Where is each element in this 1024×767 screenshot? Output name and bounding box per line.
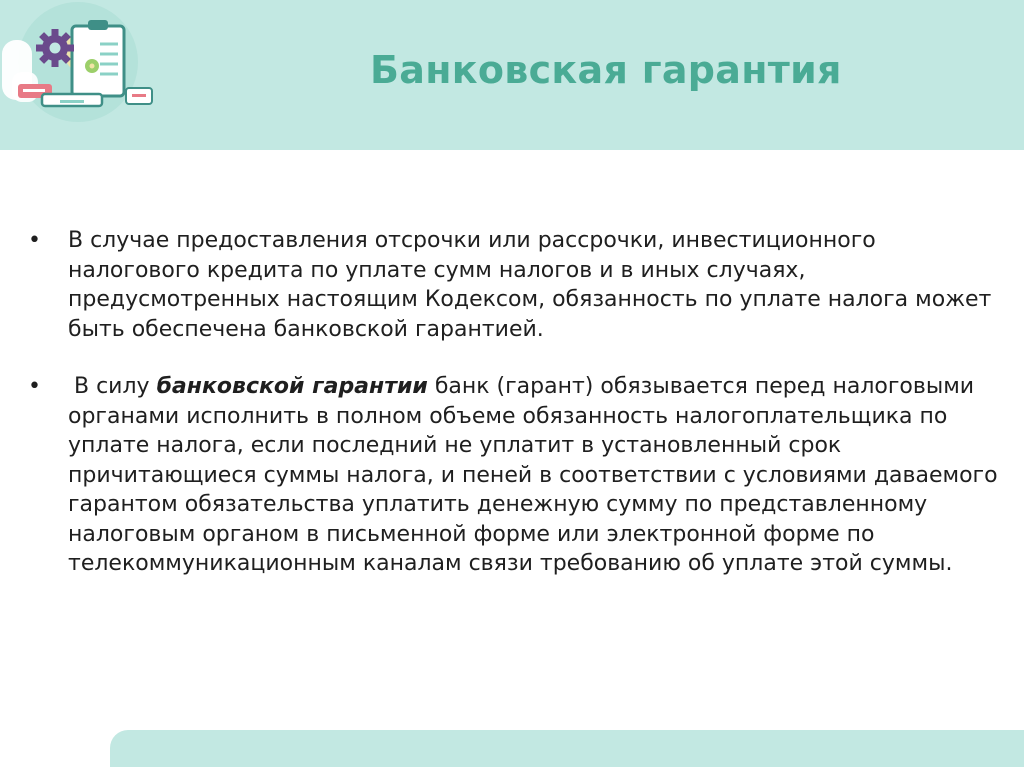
bullet-text: В случае предоставления отсрочки или рассрочки, инвестиционного налогового кредита по уплате сумм налогов и в иных случаях, предусмотренных настоящим Кодексом, обязанность по уплате налога может быть обеспечена банковской гарантией.	[68, 228, 992, 342]
bullet-marker: •	[28, 374, 41, 399]
bullet-item-2	[28, 372, 998, 579]
bullet-marker: •	[28, 228, 41, 253]
bullet-item-1	[28, 226, 998, 344]
bullet-list	[28, 226, 998, 579]
gear-lightbulb-clipboard-icon	[0, 0, 170, 150]
slide-title: Банковская гарантия	[370, 48, 842, 92]
bullet-text-suffix: банк (гарант) обязывается перед налоговыми органами исполнить в полном объеме обязанность налогоплательщика по уплате налога, если последний не уплатит в установленный срок причитающиеся суммы налога, и пеней в соответствии с условиями даваемого гарантом обязательства уплатить денежную сумму по представленному налоговым органом в письменной форме или электронной форме по телекоммуникационным каналам связи требованию об уплате этой суммы.	[68, 374, 998, 576]
bullet-text-emphasis: банковской гарантии	[156, 374, 428, 399]
footer-band	[110, 730, 1024, 767]
bullet-text-prefix: В силу	[74, 374, 157, 399]
